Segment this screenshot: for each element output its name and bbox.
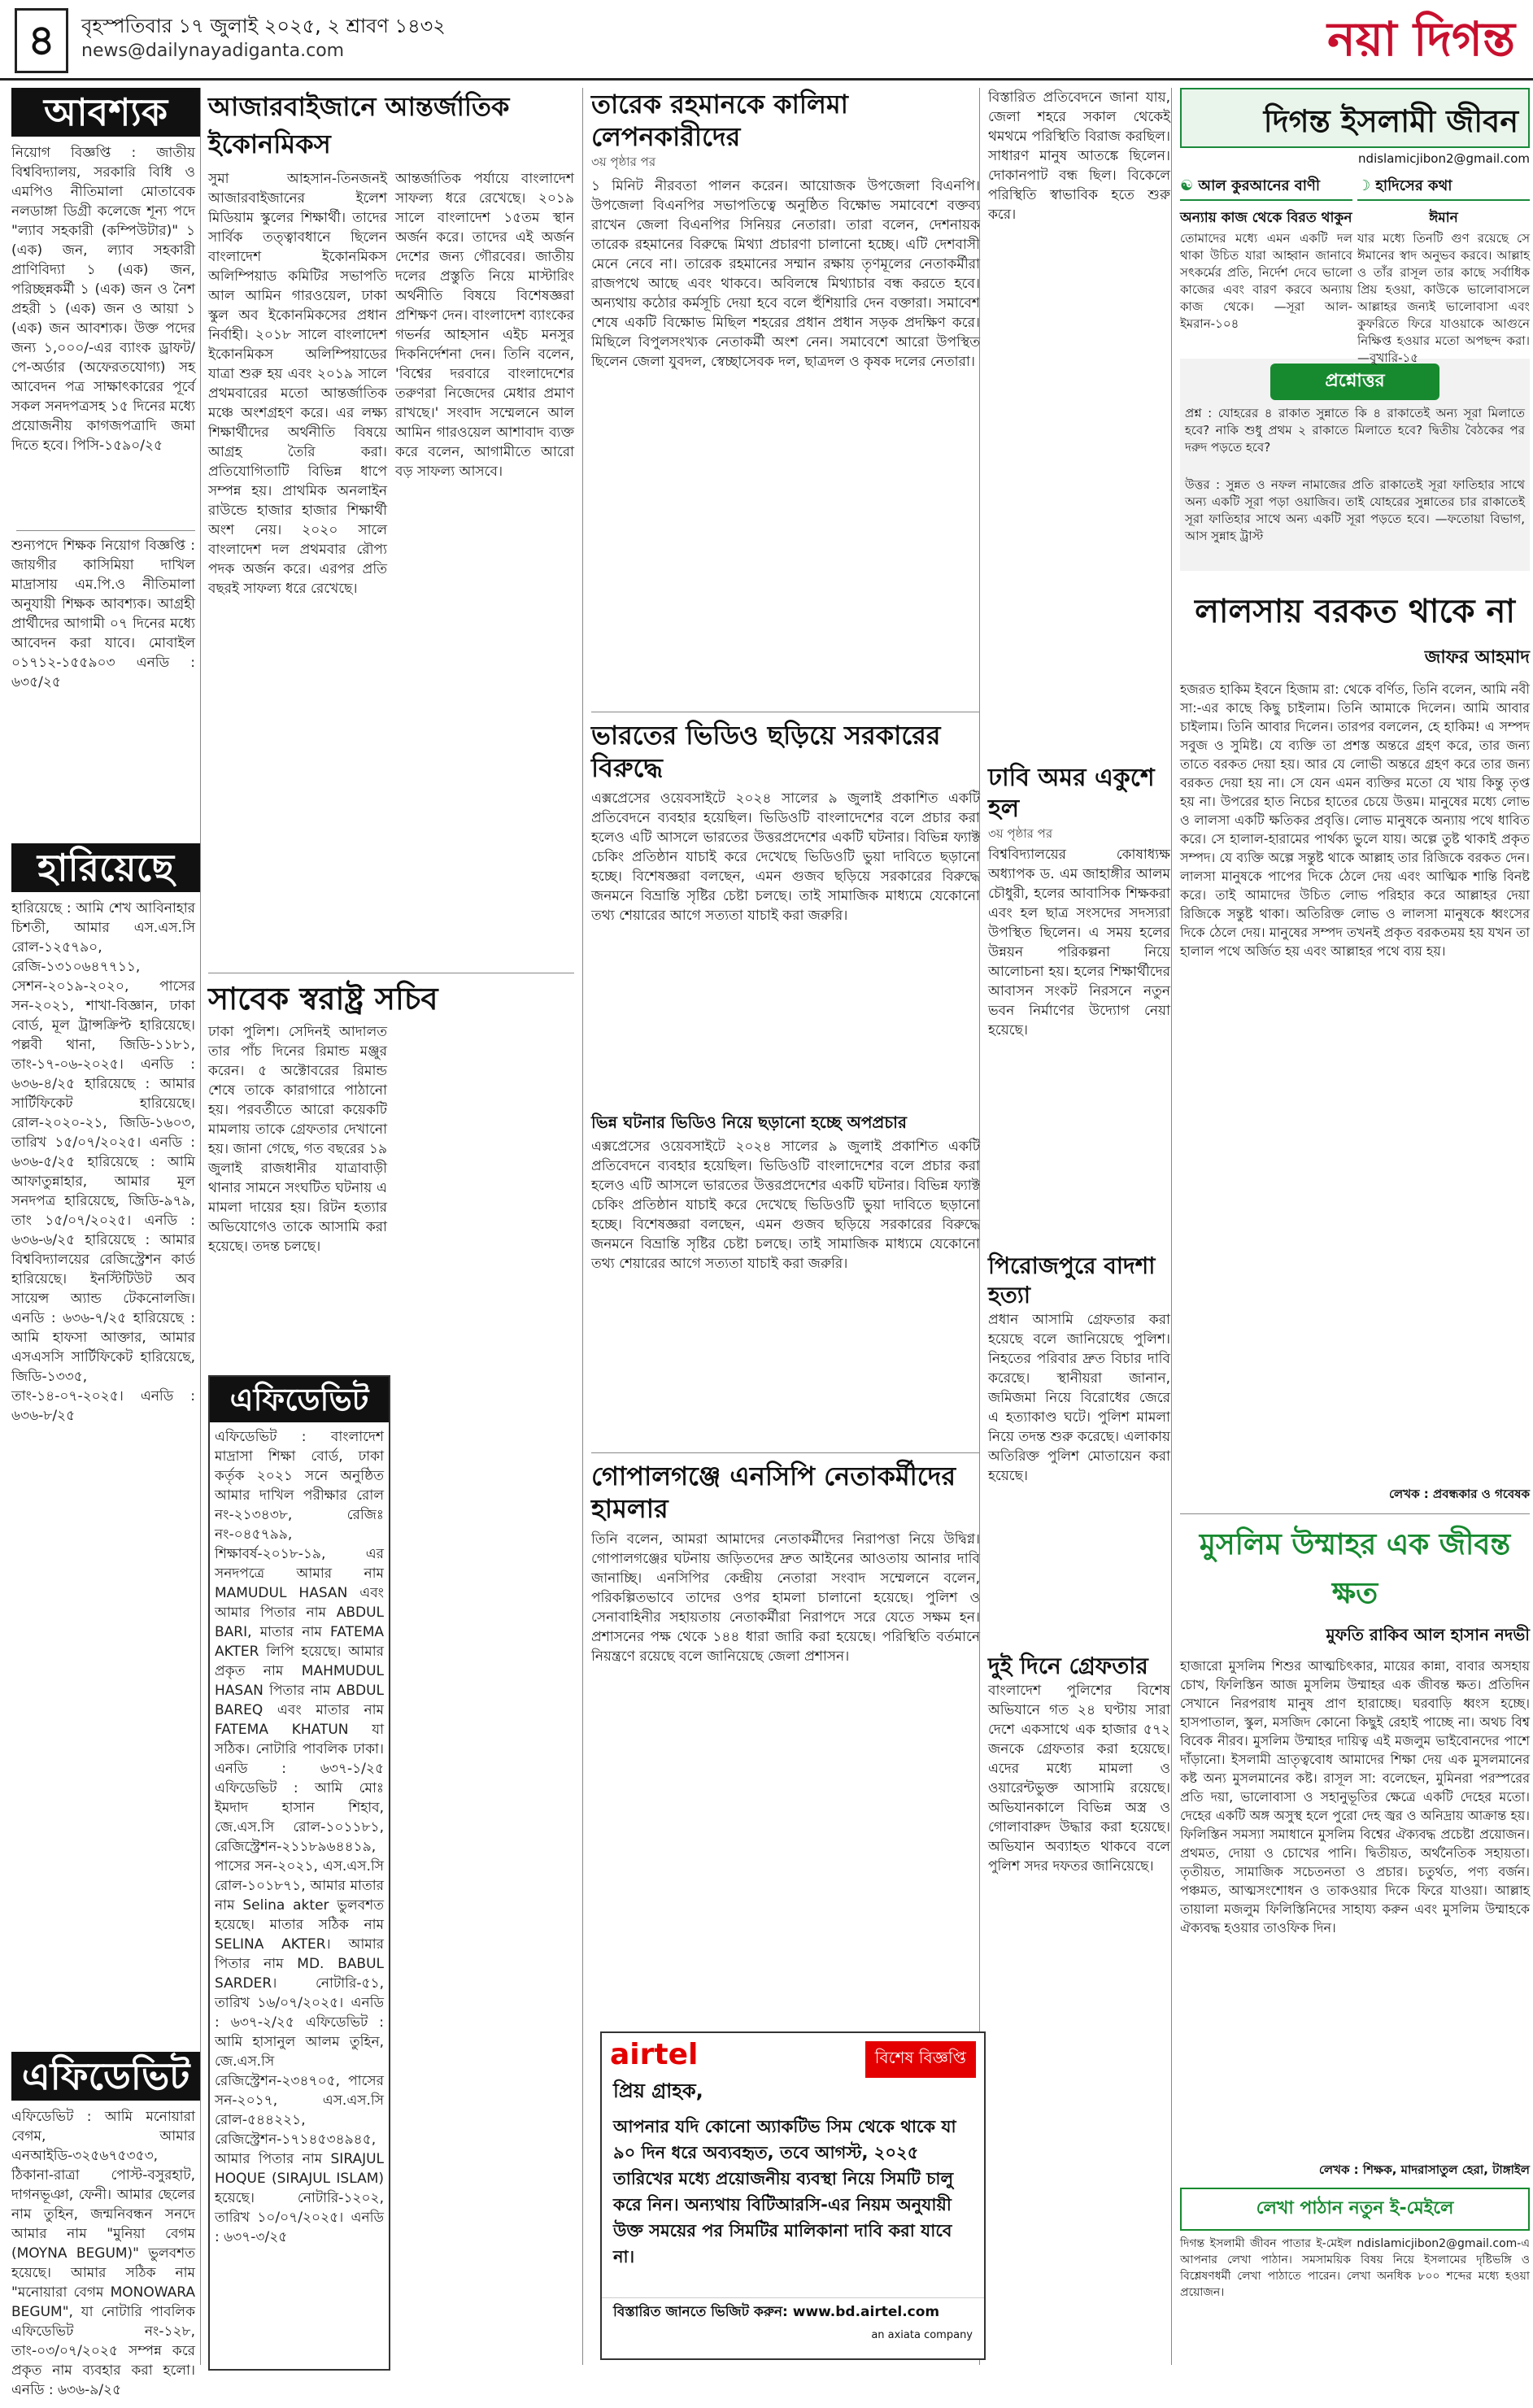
article-india-video: এক্সপ্রেসের ওয়েবসাইটে ২০২৪ সালের ৯ জুলাই প্রকাশিত একটি প্রতিবেদনে ব্যবহার হয়েছিল। ভিডিওটি বাংলাদেশের বলে প্রচার করা হলেও এটি আসলে ভারতের উত্তরপ্রদেশের একটি ঘটনার। বিভিন্ন ফ্যাক্ট চেকিং প্রতিষ্ঠান যাচাই করে দেখেছে ভিডিওটি ভুয়া দাবিতে ছড়ানো হচ্ছে। বিশেষজ্ঞরা বলছেন, এমন গুজব ছড়িয়ে সরকারের বিরুদ্ধে জনমনে বিভ্রান্তি সৃষ্টির চেষ্টা চলছে। তাই সামাজিক মাধ্যমে যেকোনো তথ্য শেয়ারের আগে সত্যতা যাচাই করা জরুরি। [591, 790, 980, 924]
quran-title-text: আল কুরআনের বাণী [1198, 177, 1321, 194]
airtel-footer[interactable]: বিস্তারিত জানতে ভিজিট করুন: www.bd.airtel.com [602, 2297, 984, 2327]
quran-sub: অন্যায় কাজ থেকে বিরত থাকুন [1180, 210, 1352, 226]
affidavit-box-body: এফিডেভিট : বাংলাদেশ মাদ্রাসা শিক্ষা বোর্ড, ঢাকা কর্তৃক ২০২১ সনে অনুষ্ঠিত আমার দাখিল পরীক্ষার রোল নং-২১৩৪৩৮, রেজিঃ নং-০৪৫৭৯৯, শিক্ষাবর্ষ-২০১৮-১৯, এর সনদপত্রে আমার নাম MAMUDUL HASAN এবং আমার পিতার নাম ABDUL BARI, মাতার নাম FATEMA AKTER লিপি হয়েছে। আমার প্রকৃত নাম MAHMUDUL HASAN পিতার নাম ABDUL BAREQ এবং মাতার নাম FATEMA KHATUN যা সঠিক। নোটারি পাবলিক ঢাকা। এনডি : ৬৩৭-১/২৫ এফিডেভিট : আমি মোঃ ইমদাদ হাসান শিহাব, জে.এস.সি রোল-১০১১৮১, রেজিস্ট্রেশন-২১১৮৯৬৪৪১৯, পাসের সন-২০২১, এস.এস.সি রোল-১০১৮৭১, আমার মাতার নাম Selina akter ভুলবশত হয়েছে। মাতার সঠিক নাম SELINA AKTER। আমার পিতার নাম MD. BABUL SARDER। নোটারি-৫১, তারিখ ১৬/০৭/২০২৫। এনডি : ৬৩৭-২/২৫ এফিডেভিট : আমি হাসানুল আলম তুহিন, জে.এস.সি রেজিস্ট্রেশন-২৩৪৭০৫, পাসের সন-২০১৭, এস.এস.সি রোল-৫৪৪২২১, রেজিস্ট্রেশন-১৭১৪৫৩৪৯৪৫, আমার পিতার নাম SIRAJUL HOQUE (SIRAJUL ISLAM) হয়েছে। নোটারি-১২০২, তারিখ ১০/০৭/২০২৫। এনডি : ৬৩৭-৩/২৫ [215, 1429, 384, 2245]
hadith-title-text: হাদিসের কথা [1375, 177, 1452, 194]
article-arrest: বাংলাদেশ পুলিশের বিশেষ অভিযানে গত ২৪ ঘণ্টায় সারা দেশে একসাথে এক হাজার ৫৭২ জনকে গ্রেফতার করা হয়েছে। এদের মধ্যে মামলা ও ওয়ারেন্টভুক্ত আসামি রয়েছে। অভিযানকালে বিভিন্ন অস্ত্র ও গোলাবারুদ উদ্ধার করা হয়েছে। অভিযান অব্যাহত থাকবে বলে পুলিশ সদর দফতর জানিয়েছে। [988, 1683, 1170, 1875]
ad-lost: হারিয়েছে : আমি শেখ আবিনাহার চিশতী, আমার এস.এস.সি রোল-১২৫৭৯০, রেজি-১৩১০৬৪৭৭১১, সেশন-২০১৯-২০২০, পাসের সন-২০২১, শাখা-বিজ্ঞান, ঢাকা বোর্ড, মূল ট্রান্সক্রিপ্ট হারিয়েছে। পল্লবী থানা, জিডি-১১৮১, তাং-১৭-০৬-২০২৫। এনডি : ৬৩৬-৪/২৫ হারিয়েছে : আমার সার্টিফিকেট হারিয়েছে। রোল-২০২০-২১, জিডি-১৬০৩, তারিখ ১৫/০৭/২০২৫। এনডি : ৬৩৬-৫/২৫ হারিয়েছে : আমি আফাতুন্নাহার, আমার মূল সনদপত্র হারিয়েছে, জিডি-৯৭৯, তাং ১৫/০৭/২০২৫। এনডি : ৬৩৬-৬/২৫ হারিয়েছে : আমার বিশ্ববিদ্যালয়ের রেজিস্ট্রেশন কার্ড হারিয়েছে। ইনস্টিটিউট অব সায়েন্স অ্যান্ড টেকনোলজি। এনডি : ৬৩৬-৭/২৫ হারিয়েছে : আমি হাফসা আক্তার, আমার এসএসসি সার্টিফিকেট হারিয়েছে, জিডি-১৩৩৫, তাং-১৪-০৭-২০২৫। এনডি : ৬৩৬-৮/২৫ [11, 900, 195, 1424]
airtel-body: আপনার যদি কোনো অ্যাকটিভ সিম থেকে থাকে যা ৯০ দিন ধরে অব্যবহৃত, তবে আগস্ট, ২০২৫ তারিখের মধ্যে প্রয়োজনীয় ব্যবস্থা নিয়ে সিমটি চালু করে নিন। অন্যথায় বিটিআরসি-এর নিয়ম অনুযায়ী উক্ত সময়ের পর সিমটির মালিকানা দাবি করা যাবে না। [613, 2117, 956, 2266]
affidavit-box [208, 1375, 390, 2371]
section-affidavit: এফিডেভিট [11, 2052, 200, 2101]
islam-banner-title: দিগন্ত ইসলামী জীবন [1263, 103, 1518, 139]
ad-recruitment: নিয়োগ বিজ্ঞপ্তি : জাতীয় বিশ্ববিদ্যালয়, সরকারি বিধি ও এমপিও নীতিমালা মোতাবেক নলডাঙ্গা ডিগ্রী কলেজে শূন্য পদে "ল্যাব সহকারী (কম্পিউটার)" ১ (এক) জন, ল্যাব সহকারী প্রাণিবিদ্যা ১ (এক) জন, পরিচ্ছন্নকর্মী ১ (এক) জন ও নৈশ প্রহরী ১ (এক) জন ও আয়া ১ (এক) জন আবশ্যক। উক্ত পদের জন্য ১,০০০/-এর ব্যাংক ড্রাফট/পে-অর্ডার (অফেরতযোগ্য) সহ আবেদন পত্র সাক্ষাৎকারের পূর্বে সকল সনদপত্রসহ ১৫ দিনের মধ্যে প্রয়োজনীয় কাগজপত্রাদি জমা দিতে হবে। পিসি-১৫৯০/২৫ [11, 145, 195, 454]
hadith-body: যার মধ্যে তিনটি গুণ রয়েছে সে ঈমানের স্বাদ অনুভব করবে। আল্লাহ ও তাঁর রাসূল তার কাছে সর্বাধিক প্রিয় হওয়া, কাউকে ভালোবাসলে আল্লাহর জন্যই ভালোবাসা এবং কুফরিতে ফিরে যাওয়াকে আগুনে নিক্ষিপ্ত হওয়ার মতো অপছন্দ করা। —বুখারি-১৫ [1357, 231, 1530, 365]
article-gopalganj: তিনি বলেন, আমরা আমাদের নেতাকর্মীদের নিরাপত্তা নিয়ে উদ্বিগ্ন। গোপালগঞ্জের ঘটনায় জড়িতদের দ্রুত আইনের আওতায় আনার দাবি জানাচ্ছি। এনসিপির কেন্দ্রীয় নেতারা সংবাদ সম্মেলনে বলেন, পরিকল্পিতভাবে তাদের ওপর হামলা চালানো হয়েছে। পুলিশ ও সেনাবাহিনীর সহায়তায় নেতাকর্মীরা নিরাপদে সরে যেতে সক্ষম হন। প্রশাসনের পক্ষ থেকে ১৪৪ ধারা জারি করা হয়েছে। পরিস্থিতি বর্তমানে নিয়ন্ত্রণে রয়েছে বলে জানিয়েছে জেলা প্রশাসন। [591, 1531, 980, 1665]
headline-home-secretary: সাবেক স্বরাষ্ট্র সচিব [208, 981, 438, 1017]
classifieds-column [11, 88, 201, 2398]
ad-affidavit: এফিডেভিট : আমি মনোয়ারা বেগম, আমার এনআইডি-৩২৫৬৭৫৩৫৩, ঠিকানা-রাত্রা পোস্ট-বসুরহাট, দাগনভূঞা, ফেনী। আমার ছেলের নাম তুহিন, জন্মনিবন্ধন সনদে আমার নাম "মুনিয়া বেগম (MOYNA BEGUM)" ভুলবশত হয়েছে। আমার সঠিক নাম "মনোয়ারা বেগম MONOWARA BEGUM", যা নোটারি পাবলিক এফিডেভিট নং-১২৮, তাং-০৩/০৭/২০২৫ সম্পন্ন করে প্রকৃত নাম ব্যবহার করা হলো। এনডি : ৬৩৬-৯/২৫ [11, 2109, 195, 2398]
subhead-india-video: ভিন্ন ঘটনার ভিডিও নিয়ে ছড়ানো হচ্ছে অপপ্রচার [591, 1113, 907, 1132]
column-2 [208, 88, 574, 2365]
qa-answer: উত্তর : সুন্নত ও নফল নামাজের প্রতি রাকাতেই সূরা ফাতিহার সাথে অন্য একটি সূরা পড়া ওয়াজিব। তাই যোহরের সুন্নাতের চার রাকাতেই সূরা ফাতিহার সাথে অন্য একটি সূরা পড়তে হবে। —ফতোয়া বিভাগ, আস সুন্নাহ ট্রাস্ট [1185, 477, 1525, 543]
article-lalsa-title: লালসায় বরকত থাকে না [1195, 593, 1515, 630]
headline-tarique: তারেক রহমানকে কালিমা লেপনকারীদের [591, 89, 848, 152]
islam-footer: দিগন্ত ইসলামী জীবন পাতার ই-মেইল ndislamicjibon2@gmail.com-এ আপনার লেখা পাঠান। সমসাময়িক বিষয় নিয়ে ইসলামের দৃষ্টিভঙ্গি ও বিশ্লেষণধর্মী লেখা পাঠাতে পারেন। লেখা অনধিক ৮০০ শব্দের মধ্যে হওয়া প্রয়োজন। [1180, 2237, 1530, 2299]
headline-dhaka-univ: ঢাবি অমর একুশে হল [988, 764, 1155, 823]
headline-india-video: ভারতের ভিডিও ছড়িয়ে সরকারের বিরুদ্ধে [591, 720, 941, 783]
article-azerbaijan-b: আন্তর্জাতিক পর্যায়ে বাংলাদেশ সাফল্য ধরে রেখেছে। ২০১৯ সালে বাংলাদেশ ১৫তম স্থান অর্জন করে। তাদের এই অর্জন দেশের জন্য গৌরবের। জাতীয় দলের প্রস্তুতি নিয়ে মাস্টারিং অর্থনীতি বিষয়ে বিশেষজ্ঞরা প্রশিক্ষণ দেন। বাংলাদেশ ব্যাংকের গভর্নর আহসান এইচ মনসুর দিকনির্দেশনা দেন। তিনি বলেন, 'বিশ্বের দরবারে বাংলাদেশের তরুণরা নিজেদের মেধার প্রমাণ রাখছে।' সংবাদ সম্মেলনে আল আমিন গারওয়েল আশাবাদ ব্যক্ত করে বলেন, আগামীতে আরো বড় সাফল্য আসবে। [395, 171, 574, 480]
quran-title [1180, 174, 1352, 201]
qa-title: প্রশ্নোত্তর [1270, 364, 1439, 400]
newspaper-logo: নয়া দিগন্ত [1327, 11, 1515, 67]
airtel-ad-title: বিশেষ বিজ্ঞপ্তি [865, 2041, 976, 2078]
page-header [0, 0, 1533, 81]
header-email[interactable]: news@dailynayadiganta.com [81, 41, 345, 61]
write-email-box: লেখা পাঠান নতুন ই-মেইলে [1180, 2188, 1530, 2231]
article-lalsa-author: জাফর আহমাদ [1424, 647, 1530, 668]
desk-dhaka-univ: ৩য় পৃষ্ঠার পর [988, 826, 1053, 841]
article-home-secretary: ঢাকা পুলিশ। সেদিনই আদালত তার পাঁচ দিনের রিমান্ড মঞ্জুর করেন। ৫ অক্টোবরের রিমান্ড শেষে তাকে কারাগারে পাঠানো হয়। পরবর্তীতে আরো কয়েকটি মামলায় তাকে গ্রেফতার দেখানো হয়। জানা গেছে, গত বছরের ১৯ জুলাই রাজধানীর যাত্রাবাড়ী থানার সামনে সংঘটিত ঘটনায় এ মামলা দায়ের হয়। রিটন হত্যার অভিযোগেও তাকে আসামি করা হয়েছে। তদন্ত চলছে। [208, 1024, 387, 1255]
qa-question: প্রশ্ন : যোহরের ৪ রাকাত সুন্নাতে কি ৪ রাকাতেই অন্য সূরা মিলাতে হবে? নাকি শুধু প্রথম ২ রাকাতে মিলাতে হবে? দ্বিতীয় বৈঠকের পর দরুদ পড়তে হবে? [1185, 406, 1525, 455]
header-rule [0, 78, 1533, 81]
article-lalsa-byline: লেখক : প্রবন্ধকার ও গবেষক [1388, 1487, 1530, 1501]
crescent-icon: ☽ [1357, 177, 1371, 194]
quran-body: তোমাদের মধ্যে এমন একটি দল থাকা উচিত যারা আহ্বান জানাবে সৎকর্মের প্রতি, নির্দেশ দেবে ভালো কাজের এবং বারণ করবে অন্যায় কাজ থেকে। —সূরা আল-ইমরান-১০৪ [1180, 231, 1352, 331]
airtel-greeting: প্রিয় গ্রাহক, [613, 2079, 703, 2102]
headline-pirojpur: পিরোজপুরে বাদশা হত্যা [988, 1252, 1156, 1309]
section-lost: হারিয়েছে [11, 843, 200, 892]
headline-arrest: দুই দিনে গ্রেফতার [988, 1653, 1148, 1679]
article-continued: বিস্তারিত প্রতিবেদনে জানা যায়, জেলা শহরে সকাল থেকেই থমথমে পরিস্থিতি বিরাজ করছিল। সাধারণ মানুষ আতঙ্কে ছিলেন। দোকানপাট বন্ধ ছিল। বিকেলে পরিস্থিতি স্বাভাবিক হতে শুরু করে। [988, 89, 1170, 223]
airtel-company: an axiata company [871, 2329, 973, 2341]
ad-teacher: শুন্যপদে শিক্ষক নিয়োগ বিজ্ঞপ্তি : জায়গীর কাসিমিয়া দাখিল মাদ্রাসায় এম.পি.ও নীতিমালা অনুযায়ী শিক্ষক আবশ্যক। আগ্রহী প্রার্থীদের আগামী ০৭ দিনের মধ্যে আবেদন করা যাবে। মোবাইল ০১৭১২-১৫৫৯০৩ এনডি : ৬৩৫/২৫ [11, 538, 195, 690]
article-tarique: ১ মিনিট নীরবতা পালন করেন। আয়োজক উপজেলা বিএনপি। উপজেলা বিএনপির সভাপতিত্বে অনুষ্ঠিত বিক্ষোভ সমাবেশে বক্তব্য রাখেন জেলা বিএনপির সিনিয়র নেতারা। তারা বলেন, দেশনায়ক তারেক রহমানের বিরুদ্ধে মিথ্যা প্রচারণা চালানো হচ্ছে। এটি দেশবাসী মেনে নেবে না। তারেক রহমানের সম্মান রক্ষায় তৃণমূলের নেতাকর্মীরা রাজপথে আছে এবং থাকবে। অবিলম্বে মিথ্যাচার বন্ধ করতে হবে। অন্যথায় কঠোর কর্মসূচি দেয়া হবে বলে হুঁশিয়ারি দেন বক্তারা। সমাবেশ শেষে একটি বিক্ষোভ মিছিল শহরের প্রধান প্রধান সড়ক প্রদক্ষিণ করে। মিছিলে বিপুলসংখ্যক নেতাকর্মী অংশ নেন। সমাবেশে আরো উপস্থিত ছিলেন জেলা যুবদল, স্বেচ্ছাসেবক দল, ছাত্রদল ও কৃষক দলের নেতারা। [591, 178, 980, 370]
column-3 [582, 88, 980, 2365]
qa-box [1180, 359, 1530, 571]
article-pirojpur: প্রধান আসামি গ্রেফতার করা হয়েছে বলে জানিয়েছে পুলিশ। নিহতের পরিবার দ্রুত বিচার দাবি করেছে। স্থানীয়রা জানান, জমিজমা নিয়ে বিরোধের জেরে এ হত্যাকাণ্ড ঘটে। পুলিশ মামলা নিয়ে তদন্ত শুরু করেছে। এলাকায় অতিরিক্ত পুলিশ মোতায়েন করা হয়েছে। [988, 1312, 1170, 1484]
article-ummah-body: হাজারো মুসলিম শিশুর আত্মচিৎকার, মায়ের কান্না, বাবার অসহায় চোখ, ফিলিস্তিন আজ মুসলিম উম্মাহর এক জীবন্ত ক্ষত। প্রতিদিন সেখানে নিরপরাধ মানুষ প্রাণ হারাচ্ছে। ঘরবাড়ি ধ্বংস হচ্ছে। হাসপাতাল, স্কুল, মসজিদ কোনো কিছুই রেহাই পাচ্ছে না। অথচ বিশ্ব বিবেক নীরব। মুসলিম উম্মাহর দায়িত্ব এই মজলুম ভাইবোনদের পাশে দাঁড়ানো। ইসলামী ভ্রাতৃত্ববোধ আমাদের শিক্ষা দেয় এক মুসলমানের কষ্ট অন্য মুসলমানের কষ্ট। রাসূল সা: বলেছেন, মুমিনরা পরস্পরের প্রতি দয়া, ভালোবাসা ও সহানুভূতির ক্ষেত্রে একটি দেহের মতো। দেহের একটি অঙ্গ অসুস্থ হলে পুরো দেহ জ্বর ও অনিদ্রায় আক্রান্ত হয়। ফিলিস্তিন সমস্যা সমাধানে মুসলিম বিশ্বের ঐক্যবদ্ধ প্রচেষ্টা প্রয়োজন। প্রথমত, দোয়া ও চোখের পানি। দ্বিতীয়ত, অর্থনৈতিক সহায়তা। তৃতীয়ত, সামাজিক সচেতনতা ও প্রচার। চতুর্থত, পণ্য বর্জন। পঞ্চমত, আত্মসংশোধন ও তাকওয়ার দিকে ফিরে যাওয়া। আল্লাহ তায়ালা মজলুম ফিলিস্তিনিদের সাহায্য করুন এবং মুসলিম উম্মাহকে ঐক্যবদ্ধ হওয়ার তাওফিক দিন। [1180, 1658, 1530, 1936]
section-wanted: আবশ্যক [11, 88, 200, 137]
book-icon: ☯ [1180, 177, 1194, 194]
headline-gopalganj: গোপালগঞ্জে এনসিপি নেতাকর্মীদের হামলার [591, 1461, 956, 1524]
hadith-sub: ঈমান [1429, 210, 1458, 226]
article-lalsa-body: হজরত হাকিম ইবনে হিজাম রা: থেকে বর্ণিত, তিনি বলেন, আমি নবী সা:-এর কাছে কিছু চাইলাম। তিনি আমাকে দিলেন। আমি আবার চাইলাম। তিনি আবার দিলেন। তারপর বললেন, হে হাকিম! এ সম্পদ সবুজ ও সুমিষ্ট। যে ব্যক্তি তা প্রশস্ত অন্তরে গ্রহণ করে, তার জন্য তাতে বরকত দেয়া হয়। আর যে লোভী অন্তরে গ্রহণ করে তার জন্য বরকত দেয়া হয় না। সে যেন এমন ব্যক্তির মতো যে খায় কিন্তু তৃপ্ত হয় না। উপরের হাত নিচের হাতের চেয়ে উত্তম। মানুষের মধ্যে লোভ ও লালসা একটি ক্ষতিকর প্রবৃত্তি। লোভ মানুষকে অন্যায় পথে ধাবিত করে। সে হালাল-হারামের পার্থক্য ভুলে যায়। অল্পে তুষ্ট থাকাই প্রকৃত সম্পদ। যে ব্যক্তি অল্পে সন্তুষ্ট থাকে আল্লাহ তার রিজিকে বরকত দেন। লালসা মানুষকে পাপের দিকে ঠেলে দেয় এবং আত্মিক শান্তি বিনষ্ট করে। তাই আমাদের উচিত লোভ পরিহার করে আল্লাহর দেয়া রিজিকে সন্তুষ্ট থাকা। অতিরিক্ত লোভ ও লালসা মানুষকে ধ্বংসের দিকে ঠেলে দেয়। মানুষের সম্পদ তখনই প্রকৃত বরকতময় হয় যখন তা হালাল পথে অর্জিত হয় এবং আল্লাহর পথে ব্যয় হয়। [1180, 681, 1530, 959]
column-4 [979, 88, 1170, 2365]
affidavit-box-title: এফিডেভিট [210, 1377, 389, 1422]
headline-azerbaijan: আজারবাইজানে আন্তর্জাতিক ইকোনমিকস [208, 91, 510, 159]
islam-banner [1180, 88, 1530, 148]
desk-tarique: ৩য় পৃষ্ঠার পর [591, 155, 656, 169]
article-india-video-cont: এক্সপ্রেসের ওয়েবসাইটে ২০২৪ সালের ৯ জুলাই প্রকাশিত একটি প্রতিবেদনে ব্যবহার হয়েছিল। ভিডিওটি বাংলাদেশের বলে প্রচার করা হলেও এটি আসলে ভারতের উত্তরপ্রদেশের একটি ঘটনার। বিভিন্ন ফ্যাক্ট চেকিং প্রতিষ্ঠান যাচাই করে দেখেছে ভিডিওটি ভুয়া দাবিতে ছড়ানো হচ্ছে। বিশেষজ্ঞরা বলছেন, এমন গুজব ছড়িয়ে সরকারের বিরুদ্ধে জনমনে বিভ্রান্তি সৃষ্টির চেষ্টা চলছে। তাই সামাজিক মাধ্যমে যেকোনো তথ্য শেয়ারের আগে সত্যতা যাচাই করা জরুরি। [591, 1139, 980, 1272]
date-line: বৃহস্পতিবার ১৭ জুলাই ২০২৫, ২ শ্রাবণ ১৪৩২ [81, 15, 446, 37]
article-ummah-author: মুফতি রাকিব আল হাসান নদভী [1326, 1625, 1530, 1644]
airtel-ad [600, 2031, 986, 2360]
article-dhaka-univ: বিশ্ববিদ্যালয়ের কোষাধ্যক্ষ অধ্যাপক ড. এম জাহাঙ্গীর আলম চৌধুরী, হলের আবাসিক শিক্ষকরা এবং হল ছাত্র সংসদের সদস্যরা উপস্থিত ছিলেন। এ সময় হলের উন্নয়ন পরিকল্পনা নিয়ে আলোচনা হয়। হলের শিক্ষার্থীদের আবাসন সংকট নিরসনে নতুন ভবন নির্মাণের উদ্যোগ নেয়া হয়েছে। [988, 847, 1170, 1039]
hadith-title [1357, 174, 1530, 201]
article-ummah-title: মুসলিম উম্মাহর এক জীবন্ত ক্ষত [1199, 1528, 1511, 1610]
islam-email[interactable]: ndislamicjibon2@gmail.com [1358, 151, 1530, 166]
airtel-logo: airtel [610, 2038, 699, 2071]
article-azerbaijan-a: সুমা আহসান-তিনজনই আজারবাইজানের ইলেশ মিডিয়াম স্কুলের শিক্ষার্থী। তাদের সার্বিক তত্ত্বাবধানে ছিলেন বাংলাদেশ ইকোনমিকস অলিম্পিয়াড কমিটির সভাপতি আল আমিন গারওয়েল, ঢাকা স্কুল অব ইকোনমিকসের প্রধান নির্বাহী। ২০১৮ সালে বাংলাদেশ ইকোনমিকস অলিম্পিয়াডের যাত্রা শুরু হয় এবং ২০১৯ সালে প্রথমবারের মতো আন্তর্জাতিক মঞ্চে অংশগ্রহণ করে। এর লক্ষ্য শিক্ষার্থীদের অর্থনীতি বিষয়ে আগ্রহ তৈরি করা। প্রতিযোগিতাটি বিভিন্ন ধাপে সম্পন্ন হয়। প্রাথমিক অনলাইন রাউন্ডে হাজার হাজার শিক্ষার্থী অংশ নেয়। ২০২০ সালে বাংলাদেশ দল প্রথমবার রৌপ্য পদক অর্জন করে। এরপর প্রতি বছরই সাফল্য ধরে রেখেছে। [208, 171, 387, 597]
article-ummah-byline: লেখক : শিক্ষক, মাদরাসাতুল হেরা, টাঙ্গাইল [1318, 2162, 1530, 2177]
page-number: ৪ [15, 8, 68, 73]
islam-section [1171, 88, 1530, 2365]
